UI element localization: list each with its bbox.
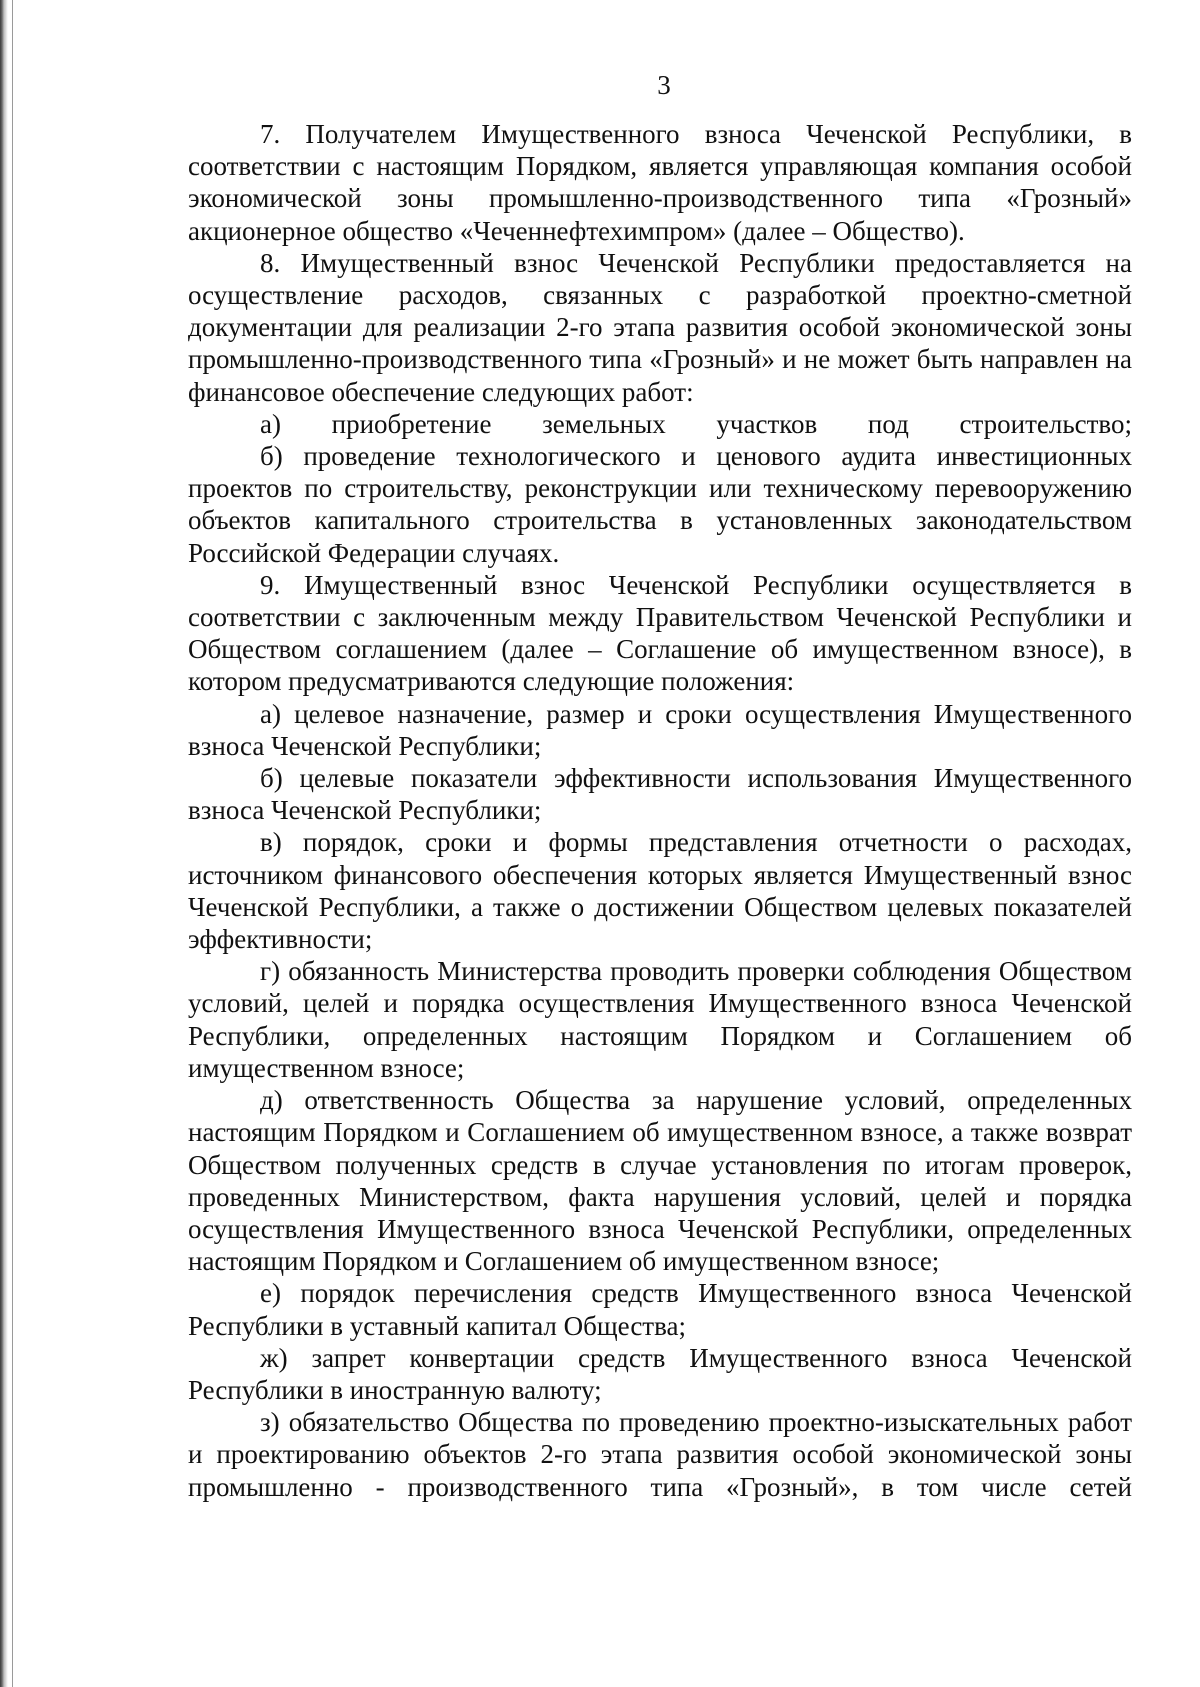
paragraph-9-item-a: а) целевое назначение, размер и сроки осуществления Имущественного взноса Чеченской Республики; bbox=[188, 698, 1132, 761]
paragraph-9-item-v: в) порядок, сроки и формы представления отчетности о расходах, источником финансового обеспечения которых является Имущественный взнос Чеченской Республики, а также о достижении Обществом целевых показателей эффективности; bbox=[188, 827, 1132, 955]
document-page bbox=[188, 70, 1132, 1503]
paragraph-9-item-z: з) обязательство Общества по проведению проектно-изыскательных работ и проектированию объектов 2-го этапа развития особой экономической зоны промышленно - производственного типа «Грозный», в том числе сетей bbox=[188, 1407, 1132, 1502]
paragraph-8-item-a: а) приобретение земельных участков под строительство; bbox=[260, 408, 1132, 439]
paragraph-9-item-zh: ж) запрет конвертации средств Имущественного взноса Чеченской Республики в иностранную валюту; bbox=[188, 1342, 1132, 1405]
paragraph-9-item-d: д) ответственность Общества за нарушение условий, определенных настоящим Порядком и Соглашением об имущественном взносе, а также возврат Обществом полученных средств в случае установления по итогам проверок, проведенных Министерством, факта нарушения условий, целей и порядка осуществления Имущественного взноса Чеченской Республики, определенных настоящим Порядком и Соглашением об имущественном взносе; bbox=[188, 1085, 1132, 1277]
scan-edge-shadow bbox=[0, 0, 8, 1687]
paragraph-9-item-e: е) порядок перечисления средств Имущественного взноса Чеченской Республики в уставный капитал Общества; bbox=[188, 1278, 1132, 1341]
paragraph-8: 8. Имущественный взнос Чеченской Республики предоставляется на осуществление расходов, связанных с разработкой проектно-сметной документации для реализации 2-го этапа развития особой экономической зоны промышленно-производственного типа «Грозный» и не может быть направлен на финансовое обеспечение следующих работ: bbox=[188, 247, 1132, 407]
paragraph-9-item-g: г) обязанность Министерства проводить проверки соблюдения Обществом условий, целей и порядка осуществления Имущественного взноса Чеченской Республики, определенных настоящим Порядком и Соглашением об имущественном взносе; bbox=[188, 956, 1132, 1083]
page-number: 3 bbox=[657, 70, 671, 100]
paragraph-9-item-b: б) целевые показатели эффективности использования Имущественного взноса Чеченской Республики; bbox=[188, 763, 1132, 826]
paragraph-7: 7. Получателем Имущественного взноса Чеченской Республики, в соответствии с настоящим Порядком, является управляющая компания особой экономической зоны промышленно-производственного типа «Грозный» акционерное общество «Чеченнефтехимпром» (далее – Общество). bbox=[188, 119, 1132, 246]
paragraph-9: 9. Имущественный взнос Чеченской Республики осуществляется в соответствии с заключенным между Правительством Чеченской Республики и Обществом соглашением (далее – Соглашение об имущественном взносе), в котором предусматриваются следующие положения: bbox=[188, 569, 1132, 697]
paragraph-8-item-b: б) проведение технологического и ценового аудита инвестиционных проектов по строительству, реконструкции или техническому перевооружению объектов капитального строительства в установленных законодательством Российской Федерации случаях. bbox=[188, 441, 1132, 568]
scan-edge-line bbox=[12, 0, 13, 1687]
